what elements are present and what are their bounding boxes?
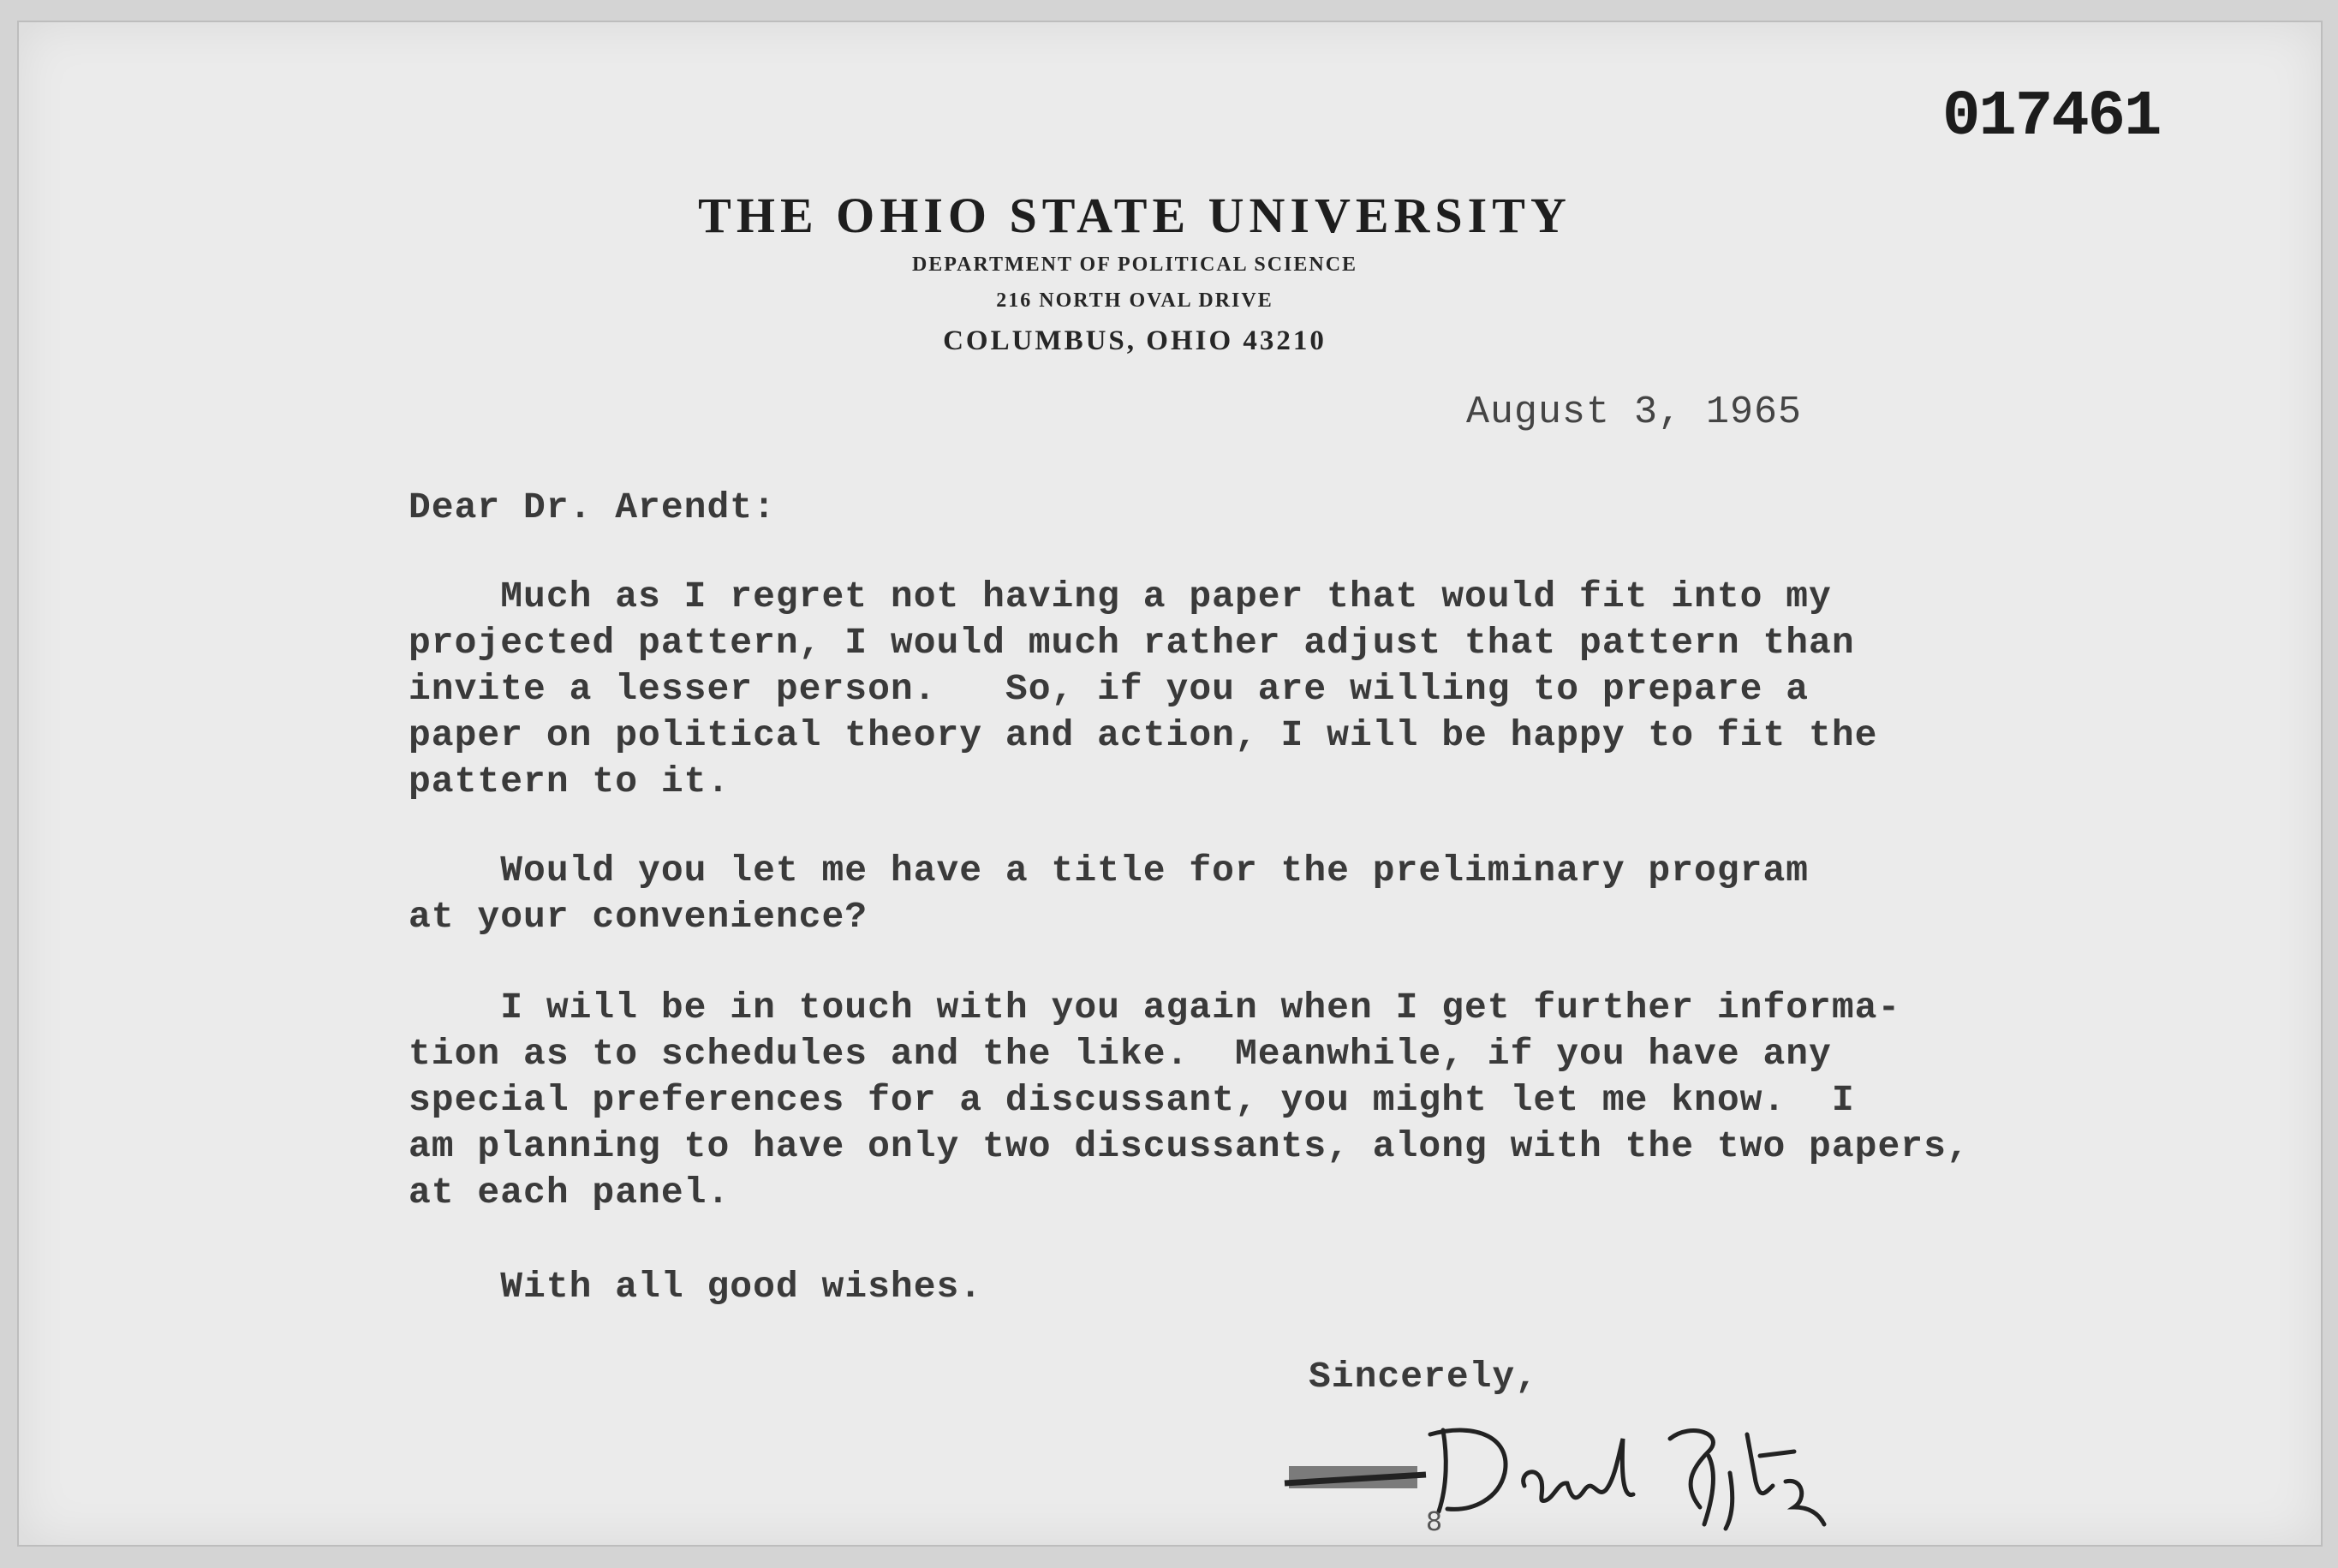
- salutation: Dear Dr. Arendt:: [409, 486, 776, 528]
- handwritten-signature: [1280, 1404, 1828, 1533]
- paragraph-3: I will be in touch with you again when I get further informa- tion as to schedules and the like. Meanwhile, if you have any special preferences for a discussant, you might let me know. I am planning to have only two discussants, along with the two papers, at each panel.: [409, 987, 1970, 1213]
- letterhead-department: DEPARTMENT OF POLITICAL SCIENCE: [911, 253, 1358, 276]
- document-number: 017461: [1942, 81, 2161, 153]
- closing: Sincerely,: [1309, 1356, 1539, 1398]
- letter-date: August 3, 1965: [1466, 391, 1803, 434]
- page-mark: 8: [1426, 1507, 1443, 1537]
- letterhead-institution: THE OHIO STATE UNIVERSITY: [698, 188, 1572, 243]
- letterhead-city: COLUMBUS, OHIO 43210: [943, 325, 1327, 356]
- paragraph-4: With all good wishes.: [409, 1266, 983, 1308]
- paragraph-1: Much as I regret not having a paper that would fit into my projected pattern, I would much rather adjust that pattern than invite a lesser person. So, if you are willing to prepare a paper on political theory and action, I will be happy to fit the pattern to it.: [409, 575, 1878, 802]
- paragraph-2: Would you let me have a title for the preliminary program at your convenience?: [409, 850, 1810, 938]
- letterhead-street: 216 NORTH OVAL DRIVE: [996, 289, 1273, 312]
